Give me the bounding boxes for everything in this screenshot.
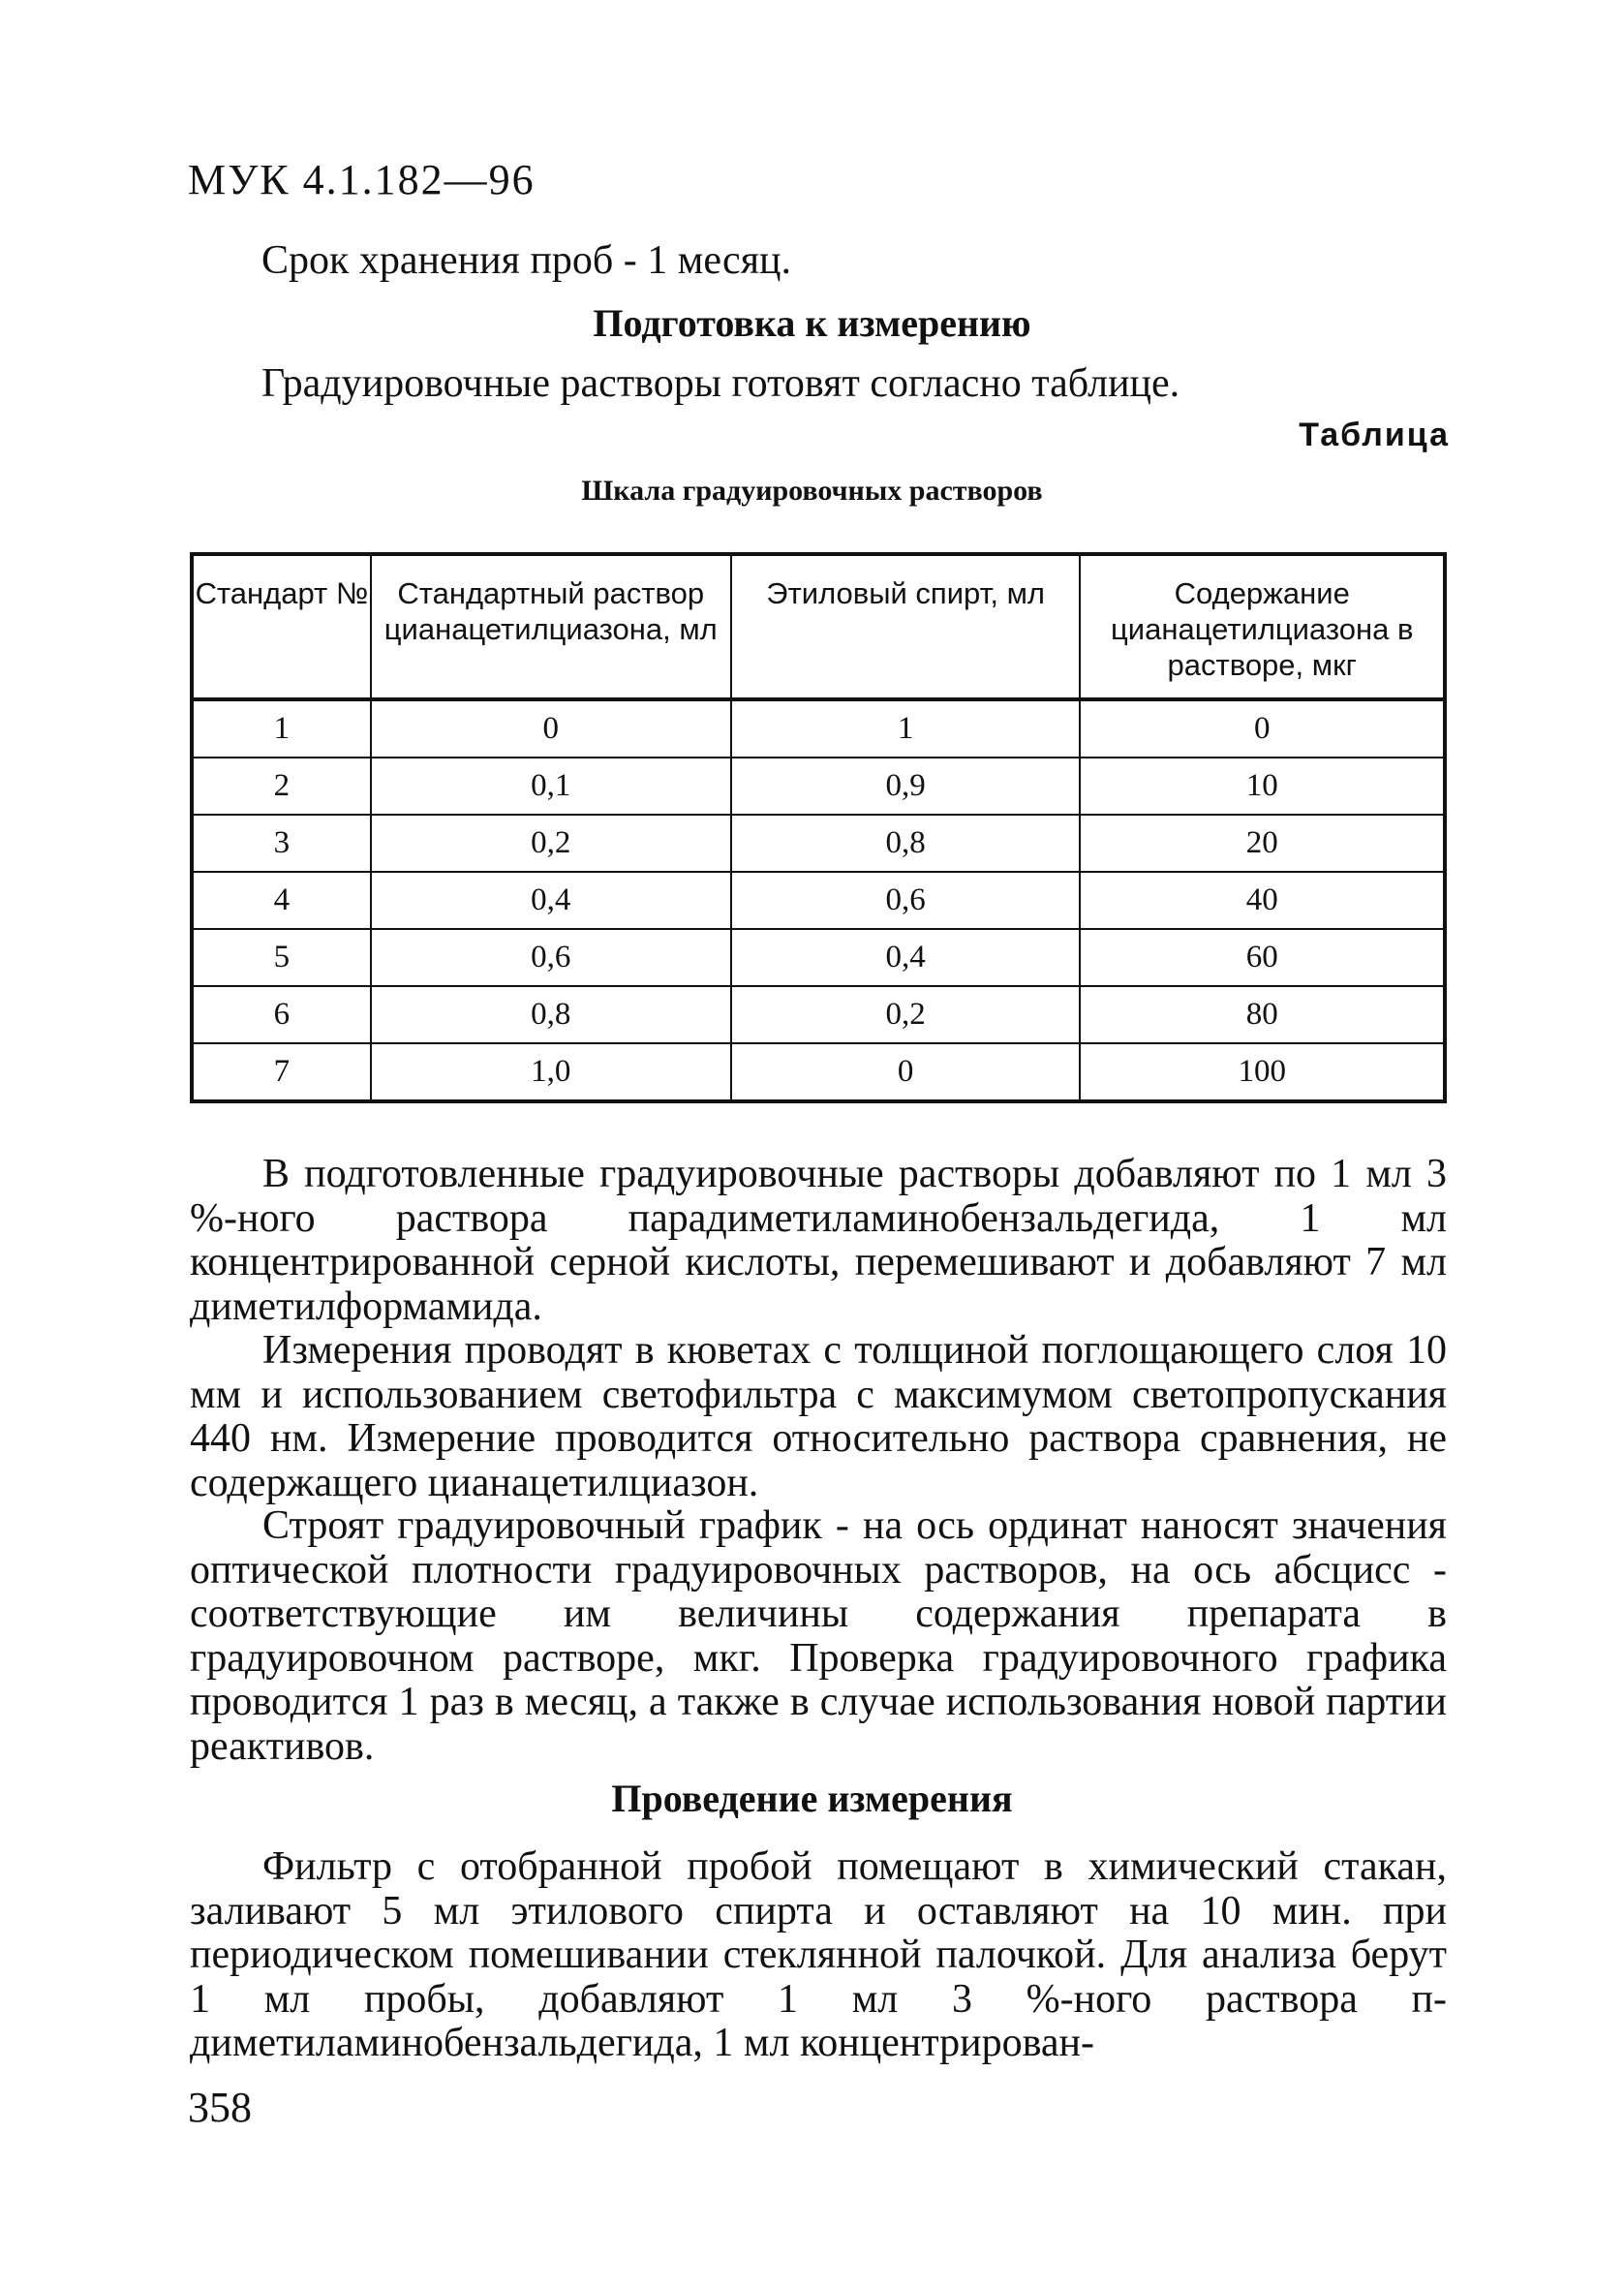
table-cell: 4 xyxy=(192,872,371,929)
table-row xyxy=(192,758,1445,815)
paragraph-text: Фильтр с отобранной пробой помещают в химический стакан, заливают 5 мл этилового спирта и оставляют на 10 мин. при периодическом помешивании стеклянной палочкой. Для анализа берут 1 мл пробы, добавляют 1 мл 3 %-ного раствора п-диметиламинобензальдегида, 1 мл концентрирован- xyxy=(190,1844,1447,2065)
column-header-content: Содержание цианацетилциазона в растворе, мкг xyxy=(1080,554,1445,699)
table-cell: 0 xyxy=(1080,699,1445,758)
table-cell: 10 xyxy=(1080,758,1445,815)
table-cell: 100 xyxy=(1080,1043,1445,1101)
table-label: Таблица xyxy=(1299,417,1450,453)
paragraph-text: Измерения проводят в кюветах с толщиной поглощающего слоя 10 мм и использованием светофильтра с максимумом светопропускания 440 нм. Измерение проводится относительно раствора сравнения, не содержащего цианацетилциазон. xyxy=(190,1328,1447,1505)
section-heading-measurement: Проведение измерения xyxy=(611,1777,1013,1820)
table-cell: 5 xyxy=(192,929,371,986)
table-cell: 20 xyxy=(1080,815,1445,872)
page-number: 358 xyxy=(188,2084,252,2131)
table-cell: 0,6 xyxy=(731,872,1081,929)
table-cell: 0,8 xyxy=(731,815,1081,872)
table-cell: 0,8 xyxy=(371,986,731,1043)
paragraph-measurement-procedure xyxy=(190,1845,1447,2066)
column-header-ethanol: Этиловый спирт, мл xyxy=(731,554,1081,699)
table-row xyxy=(192,929,1445,986)
table-cell: 0,4 xyxy=(371,872,731,929)
table-cell: 0,9 xyxy=(731,758,1081,815)
table-header-row xyxy=(192,554,1445,699)
table-cell: 0,2 xyxy=(731,986,1081,1043)
table-cell: 3 xyxy=(192,815,371,872)
table-cell: 0 xyxy=(371,699,731,758)
table-cell: 80 xyxy=(1080,986,1445,1043)
paragraph-text: В подготовленные градуировочные растворы добавляют по 1 мл 3 %-ного раствора парадиметиламинобензальдегида, 1 мл концентрированной серной кислоты, перемешивают и добавляют 7 мл диметилформамида. xyxy=(190,1152,1447,1329)
paragraph-measurement-conditions xyxy=(190,1329,1447,1505)
table-row xyxy=(192,986,1445,1043)
column-header-standard: Стандарт № xyxy=(192,554,371,699)
paragraph-reagents xyxy=(190,1153,1447,1329)
table-cell: 6 xyxy=(192,986,371,1043)
table-cell: 1 xyxy=(731,699,1081,758)
document-code: МУК 4.1.182—96 xyxy=(188,156,536,203)
calibration-table xyxy=(190,552,1447,1103)
table-cell: 60 xyxy=(1080,929,1445,986)
table-cell: 0,1 xyxy=(371,758,731,815)
table-intro-line: Градуировочные растворы готовят согласно таблице. xyxy=(261,361,1180,406)
section-heading-preparation: Подготовка к измерению xyxy=(593,301,1031,345)
table-cell: 0 xyxy=(731,1043,1081,1101)
paragraph-text: Строят градуировочный график - на ось ординат наносят значения оптической плотности градуировочных растворов, на ось абсцисс - соответствующие им величины содержания препарата в градуировочном растворе, мкг. Проверка градуировочного графика проводится 1 раз в месяц, а также в случае использования новой партии реактивов. xyxy=(190,1503,1447,1769)
table-cell: 0,6 xyxy=(371,929,731,986)
table-row xyxy=(192,699,1445,758)
table-cell: 1,0 xyxy=(371,1043,731,1101)
table-row xyxy=(192,1043,1445,1101)
table-cell: 40 xyxy=(1080,872,1445,929)
paragraph-calibration-graph xyxy=(190,1504,1447,1769)
table-cell: 0,4 xyxy=(731,929,1081,986)
table-title: Шкала градуировочных растворов xyxy=(581,475,1043,507)
table-cell: 1 xyxy=(192,699,371,758)
table-cell: 0,2 xyxy=(371,815,731,872)
table-row xyxy=(192,872,1445,929)
table-row xyxy=(192,815,1445,872)
table-cell: 7 xyxy=(192,1043,371,1101)
storage-line: Срок хранения проб - 1 месяц. xyxy=(261,238,791,283)
column-header-standard-solution: Стандартный раствор цианацетилциазона, мл xyxy=(371,554,731,699)
table-cell: 2 xyxy=(192,758,371,815)
